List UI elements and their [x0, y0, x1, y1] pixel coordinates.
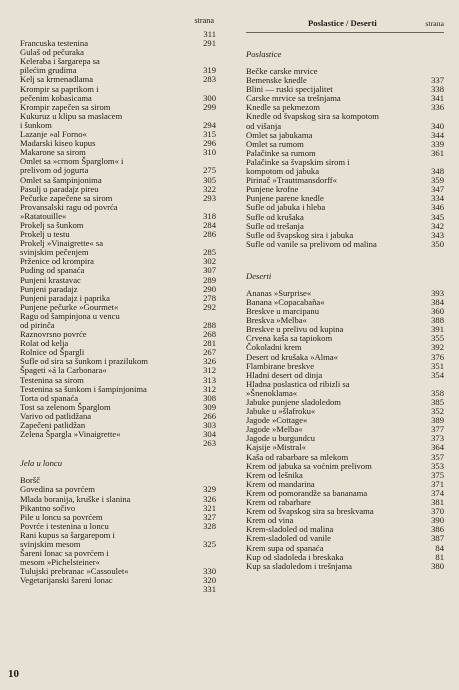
entry-title: Desert od krušaka »Alma« [246, 351, 338, 362]
index-entry [20, 531, 216, 549]
entry-title: Jagode »Melba« [246, 424, 303, 435]
entry-page-number: 344 [431, 129, 444, 140]
entry-title: Omlet sa jabukama [246, 129, 313, 140]
entry-page-number: 370 [431, 506, 444, 517]
entry-page-number: 281 [203, 338, 216, 349]
entry-page-number: 348 [431, 166, 444, 177]
entry-page-number: 296 [203, 138, 216, 149]
entry-page-number: 391 [431, 324, 444, 335]
entry-title: Flambirane breskve [246, 360, 315, 371]
entry-page-number: 293 [203, 192, 216, 203]
entry-page-number: 392 [431, 342, 444, 353]
entry-title: Ragu od šampinjona u vencu od pirinča [20, 310, 120, 330]
entry-page-number: 321 [203, 502, 216, 513]
entry-page-number: 299 [203, 101, 216, 112]
entry-page-number: 330 [203, 566, 216, 577]
entry-page-number: 390 [431, 515, 444, 526]
entry-page-number: 377 [431, 424, 444, 435]
entry-page-number: 81 [435, 551, 444, 562]
entry-page-number: 371 [431, 478, 444, 489]
entry-page-number: 326 [203, 493, 216, 504]
entry-page-number: 343 [431, 229, 444, 240]
entry-title: Knedle sa pekmezom [246, 102, 320, 113]
running-head-title: Poslastice / Deserti [308, 18, 377, 28]
entry-title: Sufle od sira sa šunkom i prazilukom [20, 356, 148, 367]
index-entry [246, 240, 444, 249]
entry-page-number: 325 [203, 538, 216, 549]
entry-page-number: 288 [203, 320, 216, 330]
entry-title: Rolat od kelja [20, 338, 69, 349]
entry-title: Bemenske knedle [246, 75, 307, 86]
entry-title: Breskve u marcipanu [246, 306, 320, 317]
entry-page-number: 329 [203, 484, 216, 495]
entry-title: Francuska testenina [20, 38, 89, 49]
entry-title: Krem od pomorandže sa bananama [246, 487, 368, 498]
entry-title: Omlet sa šampinjonima [20, 174, 102, 185]
entry-page-number: 268 [203, 329, 216, 340]
index-entry [20, 239, 216, 257]
entry-title: Krem od mandarina [246, 478, 315, 489]
entry-title: Punjene krofne [246, 184, 299, 195]
entry-page-number: 338 [431, 84, 444, 95]
entry-title: Pikantno sočivo [20, 502, 76, 513]
entry-page-number: 386 [431, 524, 444, 535]
entry-title: Hladni desert od dinja [246, 369, 323, 380]
entry-page-number: 286 [203, 229, 216, 240]
entry-title: Jabuke punjene sladoledom [246, 397, 341, 407]
entry-page-number: 352 [431, 406, 444, 417]
entry-page-number: 84 [435, 542, 444, 553]
left-entry-list [20, 30, 216, 448]
entry-title: Govedina sa povrćem [20, 484, 95, 495]
entry-page-number: 380 [431, 560, 444, 571]
index-entry [246, 562, 444, 571]
entry-page-number: 315 [203, 129, 216, 140]
entry-title: Krem-sladoled od vanile [246, 533, 331, 544]
entry-title: Krem od vina [246, 515, 294, 526]
entry-page-number: 292 [203, 301, 216, 312]
entry-title: Krem-sladoled od malina [246, 524, 334, 535]
entry-title: Kaša od rabarbare sa mlekom [246, 451, 349, 462]
entry-title: Jabuke u »šlafroku« [246, 406, 316, 417]
entry-page-number: 263 [203, 438, 216, 449]
entry-title: Tost sa zelenom Šparglom [20, 401, 111, 412]
index-entry [246, 158, 444, 176]
left-stew-entry-list [20, 476, 216, 594]
entry-page-number: 361 [431, 147, 444, 158]
index-entry [20, 576, 216, 585]
entry-page-number: 290 [203, 283, 216, 294]
entry-title: Keleraba i šargarepa sa pilećim grudima [20, 56, 100, 76]
entry-title: Hladna poslastica od ribizli sa »Šnenoklama« [246, 378, 350, 398]
entry-page-number: 320 [203, 575, 216, 586]
entry-page-number: 337 [431, 75, 444, 86]
entry-title: Jagode u burgundcu [246, 433, 316, 444]
entry-page-number: 341 [431, 93, 444, 104]
entry-title: Palačinke sa švapskim sirom i kompotom od jabuka [246, 156, 350, 177]
index-entry [20, 585, 216, 594]
section-spacer [246, 249, 444, 261]
entry-page-number: 312 [203, 365, 216, 376]
page-column-label: strana [194, 16, 214, 25]
entry-page-number: 376 [431, 351, 444, 362]
entry-title: Čokoladni krem [246, 342, 302, 353]
entry-title: Kup od sladoleda i breskaka [246, 551, 344, 562]
entry-title: Rolnice od Špargli [20, 347, 85, 358]
entry-title: Špageti »á la Carbonara« [20, 365, 107, 376]
entry-title: Povrće i testenina u loncu [20, 520, 109, 531]
entry-page-number: 355 [431, 333, 444, 344]
entry-title: Tulujski prebranac »Cassoulet« [20, 566, 129, 577]
entry-title: Torta od spanaća [20, 392, 79, 403]
entry-title: Prženice od krompira [20, 256, 94, 267]
entry-page-number: 393 [431, 287, 444, 298]
entry-title: Rani kupus sa šargarepom i svinjskim mesom [20, 529, 115, 549]
entry-title: Sufle od trešanja [246, 220, 304, 231]
index-entry [20, 203, 216, 221]
entry-title: Sufle od švapskog sira i jabuka [246, 229, 354, 240]
page-number: 10 [8, 668, 19, 680]
entry-title: Knedle od švapskog sira sa kompotom od višanja [246, 111, 379, 131]
index-entry [20, 57, 216, 75]
index-entry [20, 112, 216, 130]
entry-page-number: 387 [431, 533, 444, 544]
section-title-deserti: Deserti [246, 270, 272, 281]
entry-title: Sufle od krušaka [246, 211, 304, 222]
entry-title: Krem supa od spanaća [246, 542, 324, 553]
entry-page-number: 339 [431, 138, 444, 149]
entry-page-number: 342 [431, 220, 444, 231]
entry-title: Makarone sa sirom [20, 147, 86, 158]
entry-page-number: 275 [203, 165, 216, 176]
index-entry [20, 157, 216, 175]
entry-page-number: 312 [203, 383, 216, 394]
entry-page-number: 266 [203, 410, 216, 421]
dessert-entry-list [246, 289, 444, 571]
entry-page-number: 318 [203, 210, 216, 221]
entry-title: Šareni lonac sa povrćem i mesom »Pichelsteiner« [20, 548, 109, 568]
entry-title: Krem od rabarbare [246, 497, 311, 508]
entry-title: Sufle od vanile sa prelivom od malina [246, 238, 377, 249]
entry-page-number: 384 [431, 296, 444, 307]
entry-title: Krem od lešnika [246, 469, 303, 480]
entry-page-number: 385 [431, 397, 444, 407]
entry-page-number: 300 [203, 92, 216, 103]
index-entry [20, 430, 216, 439]
entry-title: Pirinač »Trauttmansdorff« [246, 175, 337, 186]
section-title-jela-u-loncu: Jela u loncu [20, 458, 62, 469]
entry-page-number: 346 [431, 202, 444, 213]
entry-title: Blini — ruski specijalitet [246, 84, 333, 95]
entry-title: Prokelj u testu [20, 229, 70, 240]
right-index-column [246, 14, 444, 571]
entry-page-number: 289 [203, 274, 216, 285]
entry-page-number: 283 [203, 74, 216, 85]
entry-title: Gulaš od pečuraka [20, 47, 84, 58]
entry-page-number: 305 [203, 174, 216, 185]
left-index-column [20, 14, 216, 595]
entry-page-number: 340 [431, 120, 444, 131]
entry-title: Krompir sa paprikom i pečenim kobasicama [20, 83, 99, 103]
entry-page-number: 284 [203, 219, 216, 230]
entry-title: Krem od jabuka sa voćnim prelivom [246, 460, 372, 471]
entry-page-number: 358 [431, 387, 444, 398]
entry-title: Kukuruz u klipu sa maslacem i šunkom [20, 110, 123, 130]
entry-title: Kelj sa krmenadlama [20, 74, 94, 85]
index-entry [20, 439, 216, 448]
entry-page-number: 307 [203, 265, 216, 276]
entry-page-number: 336 [431, 102, 444, 113]
index-entry [20, 85, 216, 103]
entry-page-number: 310 [203, 147, 216, 158]
entry-page-number: 360 [431, 306, 444, 317]
page-column-label: strana [425, 19, 444, 28]
entry-page-number: 326 [203, 356, 216, 367]
entry-page-number: 388 [431, 315, 444, 326]
index-entry [20, 312, 216, 330]
entry-page-number: 322 [203, 183, 216, 194]
right-column-header [246, 14, 444, 33]
entry-title: Lazanje »al Forno« [20, 129, 87, 140]
entry-page-number: 353 [431, 460, 444, 471]
entry-title: Bečke carske mrvice [246, 66, 318, 76]
entry-title: Kajsije »Mistral« [246, 442, 306, 453]
entry-title: Jagode »Cottage« [246, 415, 308, 426]
entry-page-number: 278 [203, 292, 216, 303]
entry-page-number: 319 [203, 65, 216, 76]
entry-title: Varivo od patlidžana [20, 410, 92, 421]
entry-title: Breskva »Melba« [246, 315, 307, 326]
entry-page-number: 303 [203, 420, 216, 431]
entry-title: Punjeni krastavac [20, 274, 81, 285]
entry-title: Vegetarijanski šareni lonac [20, 575, 113, 586]
index-entry [246, 112, 444, 130]
entry-title: Prokelj »Vinaigrette« sa svinjskim pečenjem [20, 238, 104, 258]
entry-page-number: 381 [431, 497, 444, 508]
entry-title: Puding od spanaća [20, 265, 85, 276]
entry-title: Carske mrvice sa trešnjama [246, 93, 341, 104]
entry-page-number: 304 [203, 429, 216, 440]
entry-title: Punjeni paradajz i paprika [20, 292, 110, 303]
entry-page-number: 285 [203, 247, 216, 258]
entry-title: Punjene pečurke »Gourmet« [20, 301, 119, 312]
entry-title: Krompir zapečen sa sirom [20, 101, 111, 112]
entry-title: Punjeni paradajz [20, 283, 78, 294]
entry-title: Boršč [20, 475, 41, 486]
entry-title: Raznovrsno povrće [20, 329, 87, 340]
entry-title: Prokelj sa šunkom [20, 219, 84, 230]
entry-page-number: 347 [431, 184, 444, 195]
entry-page-number: 267 [203, 347, 216, 358]
entry-title: Omlet sa rumom [246, 138, 304, 149]
entry-page-number: 389 [431, 415, 444, 426]
entry-page-number: 327 [203, 511, 216, 522]
entry-title: Breskve u prelivu od kupina [246, 324, 344, 335]
entry-page-number: 302 [203, 256, 216, 267]
entry-page-number: 291 [203, 38, 216, 49]
entry-title: Zelena Špargla »Vinaigrette« [20, 429, 121, 440]
entry-title: Krem od švapskog sira sa breskvama [246, 506, 374, 517]
entry-page-number: 334 [431, 193, 444, 204]
index-entry [246, 380, 444, 398]
entry-page-number: 364 [431, 442, 444, 453]
entry-title: Ananas »Surprise« [246, 287, 312, 298]
entry-page-number: 309 [203, 401, 216, 412]
entry-page-number: 308 [203, 392, 216, 403]
entry-title: Banana »Copacabaña« [246, 296, 325, 307]
entry-title: Zapečeni patlidžan [20, 420, 86, 431]
entry-page-number: 345 [431, 211, 444, 222]
entry-page-number: 375 [431, 469, 444, 480]
entry-title: Pasulj u paradajz pireu [20, 183, 99, 194]
pastry-entry-list [246, 67, 444, 249]
entry-page-number: 311 [203, 29, 216, 39]
entry-page-number: 373 [431, 433, 444, 444]
entry-title: Pile u loncu sa povrćem [20, 511, 103, 522]
entry-title: Pečurke zapečene sa sirom [20, 192, 113, 203]
entry-page-number: 374 [431, 487, 444, 498]
entry-page-number: 359 [431, 175, 444, 186]
entry-page-number: 354 [431, 369, 444, 380]
entry-title: Testenina sa sirom [20, 374, 84, 385]
entry-title: Kup sa sladoledom i trešnjama [246, 560, 352, 571]
entry-title: Testenina sa šunkom i šampinjonima [20, 383, 147, 394]
entry-page-number: 357 [431, 451, 444, 462]
entry-page-number: 294 [203, 119, 216, 130]
entry-page-number: 328 [203, 520, 216, 531]
entry-page-number: 313 [203, 374, 216, 385]
entry-page-number: 351 [431, 360, 444, 371]
entry-title: Provansalski ragu od povrća »Ratatouille« [20, 201, 118, 221]
entry-page-number: 350 [431, 238, 444, 249]
entry-page-number: 331 [203, 584, 216, 595]
entry-title: Omlet sa »crnom Šparglom« i prelivom od jogurta [20, 156, 124, 176]
index-entry [20, 549, 216, 567]
entry-title: Sufle od jabuka i hleba [246, 202, 326, 213]
entry-title: Mlada boranija, kruške i slanina [20, 493, 131, 504]
entry-title: Crvena kaša sa tapiokom [246, 333, 333, 344]
left-column-header [20, 14, 216, 30]
entry-title: Madarski kiseo kupus [20, 138, 96, 149]
section-title-poslastice: Poslastice [246, 49, 282, 59]
entry-title: Punjene parene knedle [246, 193, 324, 204]
entry-title: Palačinke sa rumom [246, 147, 316, 158]
